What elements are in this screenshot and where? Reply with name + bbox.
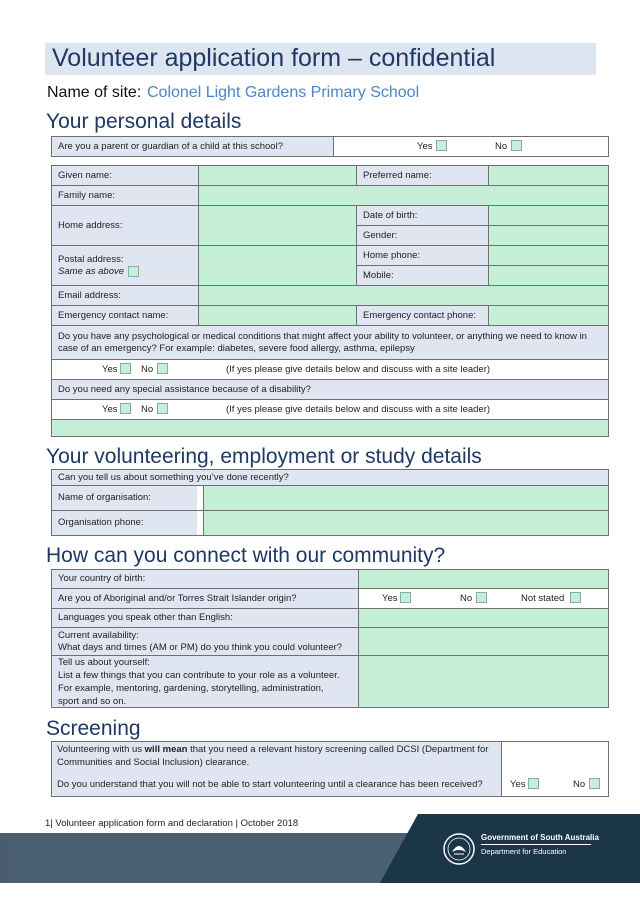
sa-government-crest-icon — [442, 832, 476, 866]
postal-address-label: Postal address: — [58, 253, 124, 265]
about-examples: For example, mentoring, gardening, storytelling, administration, — [58, 682, 324, 694]
emergency-name-field[interactable] — [198, 305, 357, 326]
preferred-name-field[interactable] — [488, 165, 609, 186]
footer-band-left — [8, 833, 414, 883]
parent-no-checkbox[interactable] — [511, 140, 522, 151]
footer-doc-title: Volunteer application form and declaration — [55, 818, 233, 829]
same-as-above-label: Same as above — [58, 265, 125, 277]
org-phone-field[interactable] — [203, 510, 609, 536]
availability-field[interactable] — [358, 627, 609, 656]
disability-no-checkbox[interactable] — [157, 403, 168, 414]
atsi-no-label: No — [460, 593, 473, 604]
disability-yes-checkbox[interactable] — [120, 403, 131, 414]
footer-date: October 2018 — [240, 818, 299, 829]
parent-answer-cell — [333, 136, 609, 157]
gender-label: Gender: — [356, 225, 489, 246]
department-name: Department for Education — [481, 847, 567, 856]
clearance-no-label: No — [573, 779, 586, 790]
emergency-phone-field[interactable] — [488, 305, 609, 326]
clearance-question: Do you understand that you will not be able to start volunteering until a clearance has been received? — [57, 779, 483, 790]
home-phone-label: Home phone: — [356, 245, 489, 266]
section-personal-heading: Your personal details — [46, 110, 242, 133]
medical-yes-checkbox[interactable] — [120, 363, 131, 374]
parent-question: Are you a parent or guardian of a child at this school? — [51, 136, 334, 157]
given-name-field[interactable] — [198, 165, 357, 186]
preferred-name-label: Preferred name: — [356, 165, 489, 186]
gov-name: Government of South Australia — [481, 833, 599, 842]
screening-line-2: Communities and Social Inclusion) clearance. — [57, 757, 250, 768]
disability-no-label: No — [141, 404, 154, 415]
clearance-yes-label: Yes — [510, 779, 526, 790]
email-field[interactable] — [198, 285, 609, 306]
mobile-label: Mobile: — [356, 265, 489, 286]
languages-field[interactable] — [358, 608, 609, 628]
about-label: Tell us about yourself: — [58, 656, 150, 668]
country-field[interactable] — [358, 569, 609, 589]
parent-yes-checkbox[interactable] — [436, 140, 447, 151]
home-phone-field[interactable] — [488, 245, 609, 266]
gov-divider — [481, 844, 591, 845]
page-title: Volunteer application form – confidential — [52, 44, 496, 72]
family-name-label: Family name: — [51, 185, 199, 206]
disability-yes-label: Yes — [102, 404, 118, 415]
screening-line-1 — [57, 744, 488, 755]
country-label: Your country of birth: — [51, 569, 359, 589]
page-number: 1 — [45, 818, 51, 829]
languages-label: Languages you speak other than English: — [51, 608, 359, 628]
section-community-heading: How can you connect with our community? — [46, 544, 446, 567]
screening-line-1a: Volunteering with us — [57, 744, 145, 755]
mobile-field[interactable] — [488, 265, 609, 286]
parent-no-label: No — [495, 141, 508, 152]
postal-address-field[interactable] — [198, 245, 357, 286]
home-address-field[interactable] — [198, 205, 357, 246]
screening-line-1c: that you need a relevant history screening called DCSI (Department for — [187, 744, 489, 755]
availability-question: What days and times (AM or PM) do you think you could volunteer? — [58, 641, 343, 653]
atsi-no-checkbox[interactable] — [476, 592, 487, 603]
recent-question: Can you tell us about something you’ve done recently? — [51, 469, 609, 486]
section-screening-heading: Screening — [46, 717, 141, 740]
org-name-field[interactable] — [203, 485, 609, 511]
postal-address-label-cell — [51, 245, 199, 286]
about-examples-cont: sport and so on. — [58, 695, 127, 707]
about-field[interactable] — [358, 655, 609, 708]
same-as-above-checkbox[interactable] — [128, 266, 139, 277]
emergency-phone-label: Emergency contact phone: — [356, 305, 489, 326]
disability-details-field[interactable] — [51, 419, 609, 437]
disability-question: Do you need any special assistance because of a disability? — [51, 379, 609, 400]
medical-no-checkbox[interactable] — [157, 363, 168, 374]
disability-details-note: (If yes please give details below and discuss with a site leader) — [226, 404, 491, 415]
atsi-yes-checkbox[interactable] — [400, 592, 411, 603]
atsi-question: Are you of Aboriginal and/or Torres Strait Islander origin? — [51, 588, 359, 609]
parent-yes-label: Yes — [417, 141, 433, 152]
site-label: Name of site: — [47, 84, 142, 101]
availability-label-cell — [51, 627, 359, 656]
dob-label: Date of birth: — [356, 205, 489, 226]
section-volunteering-heading: Your volunteering, employment or study details — [46, 445, 482, 468]
footer-text: 1| Volunteer application form and declaration | October 2018 — [45, 818, 299, 829]
org-name-label: Name of organisation: — [51, 485, 198, 511]
family-name-field[interactable] — [198, 185, 609, 206]
site-name: Colonel Light Gardens Primary School — [147, 84, 420, 101]
medical-no-label: No — [141, 364, 154, 375]
about-label-cell — [51, 655, 359, 708]
dob-field[interactable] — [488, 205, 609, 226]
email-label: Email address: — [51, 285, 199, 306]
about-instruction: List a few things that you can contribute to your role as a volunteer. — [58, 669, 340, 681]
medical-yes-label: Yes — [102, 364, 118, 375]
org-phone-label: Organisation phone: — [51, 510, 198, 536]
given-name-label: Given name: — [51, 165, 199, 186]
home-address-label: Home address: — [51, 205, 199, 246]
atsi-yes-label: Yes — [382, 593, 398, 604]
clearance-no-checkbox[interactable] — [589, 778, 600, 789]
availability-label: Current availability: — [58, 629, 139, 641]
emergency-name-label: Emergency contact name: — [51, 305, 199, 326]
screening-emphasis: will mean — [144, 744, 188, 755]
medical-question: Do you have any psychological or medical conditions that might affect your ability to volunteer, or anything we need to know in case of an emergency? For example: diabetes, severe food allergy, asthma, epilepsy — [51, 325, 609, 360]
gender-field[interactable] — [488, 225, 609, 246]
atsi-not-stated-label: Not stated — [521, 593, 565, 604]
atsi-not-stated-checkbox[interactable] — [570, 592, 581, 603]
medical-details-note: (If yes please give details below and discuss with a site leader) — [226, 364, 491, 375]
clearance-yes-checkbox[interactable] — [528, 778, 539, 789]
